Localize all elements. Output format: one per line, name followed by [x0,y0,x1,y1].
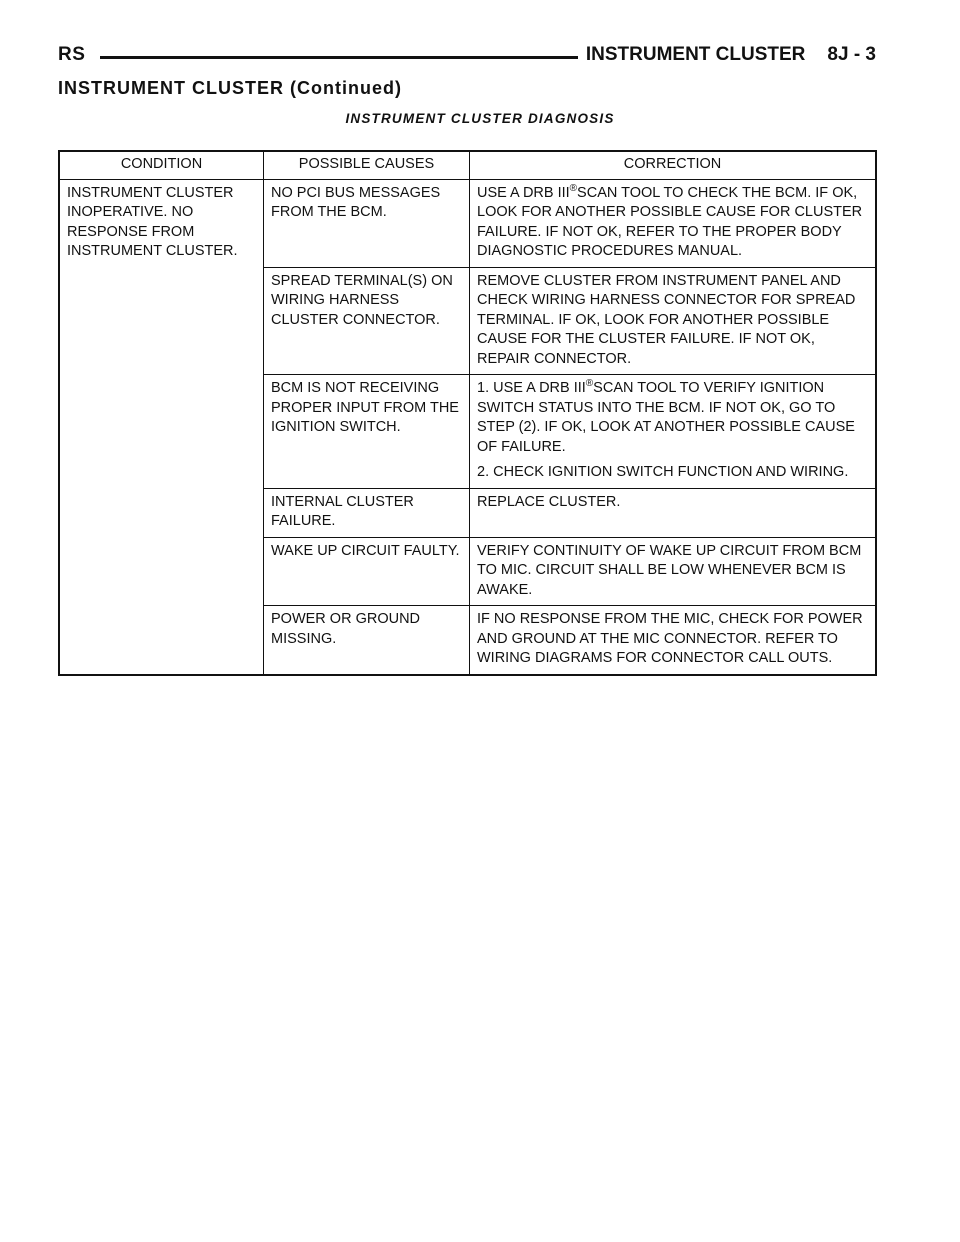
page-header [58,44,876,72]
correction-paragraph: REPLACE CLUSTER. [477,493,621,510]
cause-cell: WAKE UP CIRCUIT FAULTY. [264,537,470,606]
correction-paragraph: 2. CHECK IGNITION SWITCH FUNCTION AND WIRING. [477,464,849,480]
header-section-name: INSTRUMENT CLUSTER [585,44,806,65]
correction-cell [470,488,877,537]
header-condition: CONDITION [59,151,264,179]
correction-paragraph: VERIFY CONTINUITY OF WAKE UP CIRCUIT FROM BCM TO MIC. CIRCUIT SHALL BE LOW WHENEVER BCM IS AWAKE. [477,542,862,598]
header-possible-causes: POSSIBLE CAUSES [264,151,470,179]
cause-cell: INTERNAL CLUSTER FAILURE. [264,488,470,537]
table-header-row [59,151,876,179]
table-row [59,179,876,267]
correction-cell [470,537,877,606]
registered-mark: ® [569,182,578,194]
correction-paragraph: REMOVE CLUSTER FROM INSTRUMENT PANEL AND CHECK WIRING HARNESS CONNECTOR FOR SPREAD TERMINAL. IF OK, LOOK FOR ANOTHER POSSIBLE CAUSE FOR THE CLUSTER FAILURE. IF NOT OK, REPAIR CONNECTOR. [477,272,856,367]
condition-cell: INSTRUMENT CLUSTER INOPERATIVE. NO RESPONSE FROM INSTRUMENT CLUSTER. [59,179,264,675]
cause-cell: NO PCI BUS MESSAGES FROM THE BCM. [264,179,470,267]
correction-paragraph: 1. USE A DRB III®SCAN TOOL TO VERIFY IGNITION SWITCH STATUS INTO THE BCM. IF NOT OK, GO TO STEP (2). IF OK, LOOK AT ANOTHER POSSIBLE CAUSE OF FAILURE. [477,378,855,455]
correction-cell [470,267,877,375]
cause-cell: POWER OR GROUND MISSING. [264,606,470,675]
cause-cell: SPREAD TERMINAL(S) ON WIRING HARNESS CLUSTER CONNECTOR. [264,267,470,375]
header-right [578,44,876,66]
section-title: INSTRUMENT CLUSTER (Continued) [58,78,402,98]
header-rule [100,56,586,59]
cause-cell: BCM IS NOT RECEIVING PROPER INPUT FROM THE IGNITION SWITCH. [264,375,470,489]
header-correction: CORRECTION [470,151,877,179]
correction-cell [470,375,877,489]
registered-mark: ® [585,378,594,390]
table-title: INSTRUMENT CLUSTER DIAGNOSIS [345,111,615,126]
header-model-code: RS [58,44,93,66]
correction-paragraph: IF NO RESPONSE FROM THE MIC, CHECK FOR POWER AND GROUND AT THE MIC CONNECTOR. REFER TO WIRING DIAGRAMS FOR CONNECTOR CALL OUTS. [477,611,863,666]
diagnosis-table [58,150,877,676]
correction-paragraph: USE A DRB III®SCAN TOOL TO CHECK THE BCM. IF OK, LOOK FOR ANOTHER POSSIBLE CAUSE FOR CLUSTER FAILURE. IF NOT OK, REFER TO THE PROPER BODY DIAGNOSTIC PROCEDURES MANUAL. [477,182,863,259]
header-page-number: 8J - 3 [827,44,876,65]
correction-cell [470,179,877,267]
correction-cell [470,606,877,675]
